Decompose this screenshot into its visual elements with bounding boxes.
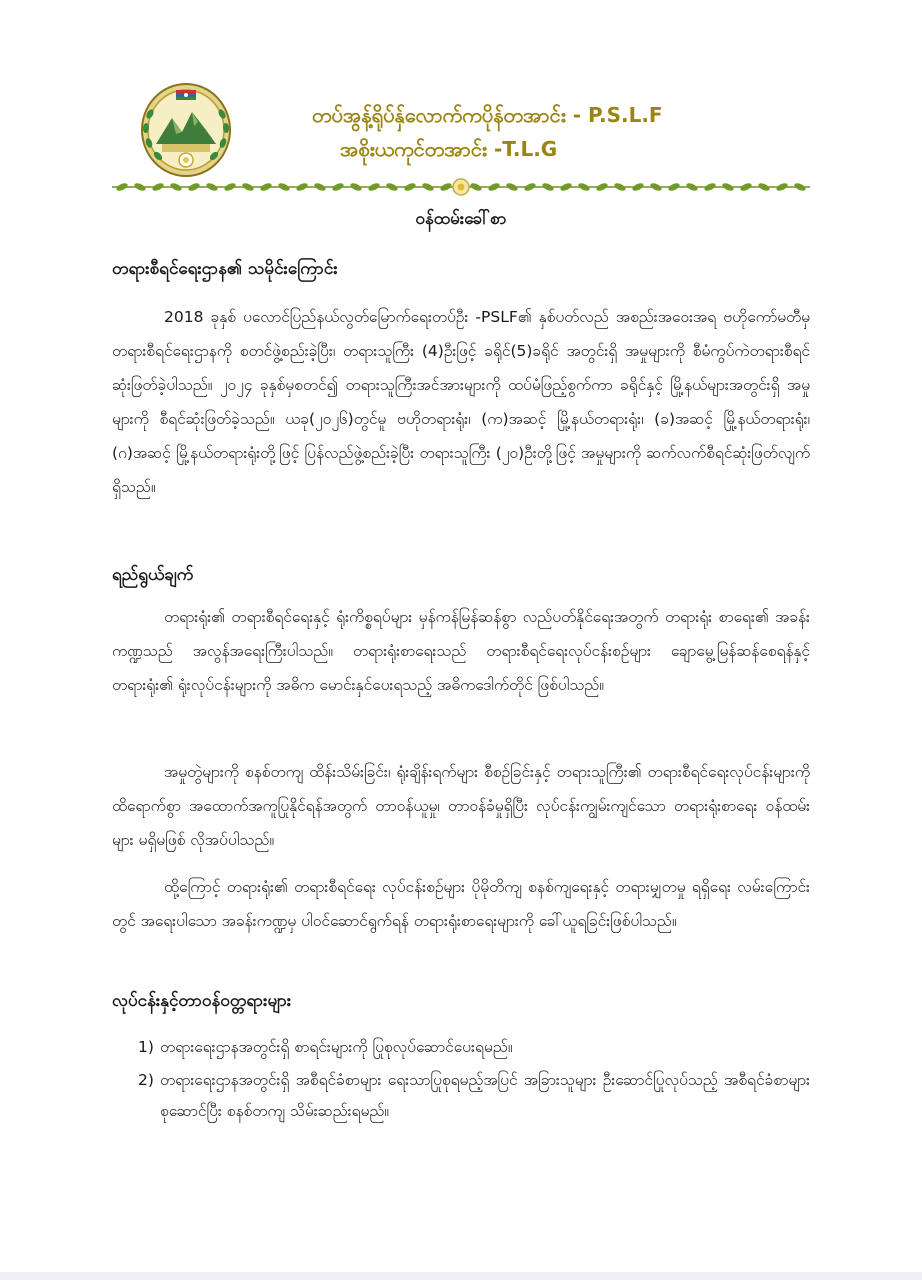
purpose-paragraph-1: တရားရုံး၏ တရားစီရင်ရေးနှင့် ရုံးကိစ္စရပ်များ မှန်ကန်မြန်ဆန်စွာ လည်ပတ်နိုင်ရေးအတွက် တရားရုံး စာရေး၏ အခန်းကဏ္ဍသည် အလွန်အရေးကြီးပါသည်။ တရားရုံးစာရေးသည် တရားစီရင်ရေးလုပ်ငန်းစဉ်များ ချောမွေ့မြန်ဆန်စေရန်နှင့် တရားရုံး၏ ရုံးလုပ်ငန်းများကို အဓိက မောင်းနှင်ပေးရသည့် အဓိကဒေါက်တိုင် ဖြစ်ပါသည်။ <box>112 608 810 694</box>
page-bottom-edge <box>0 1272 922 1280</box>
duties-list <box>112 1032 810 1129</box>
list-item-number: 2) <box>138 1071 154 1089</box>
section-heading-purpose: ရည်ရွယ်ချက် <box>112 565 194 585</box>
purpose-paragraph-3: ထို့ကြောင့် တရားရုံး၏ တရားစီရင်ရေး လုပ်ငန်းစဉ်များ ပိုမိုတိကျ စနစ်ကျရေးနှင့် တရားမျှတမှု ရရှိရေး လမ်းကြောင်းတွင် အရေးပါသော အခန်းကဏ္ဍမှ ပါဝင်ဆောင်ရွက်ရန် တရားရုံးစာရေးများကို ခေါ်ယူရခြင်းဖြစ်ပါသည်။ <box>112 878 810 930</box>
list-item <box>112 1065 810 1127</box>
list-item-text: တရားရေးဌာနအတွင်းရှိ အစီရင်ခံစာများ ရေးသာပြုစုရမည့်အပြင် အခြားသူများ ဦးဆောင်ပြုလုပ်သည့် အစီရင်ခံစာများစုဆောင်ပြီး စနစ်တကျ သိမ်းဆည်းရမည်။ <box>160 1071 810 1120</box>
organization-name-line1: တပ်အွန့်ရိုပ်နှ်လောက်ကပိုန်တအာင်း - P.S.L.F <box>312 103 663 127</box>
decorative-vine-divider <box>112 176 810 198</box>
section-heading-duties: လုပ်ငန်းနှင့်တာဝန်ဝတ္တရားများ <box>112 991 292 1011</box>
pslf-emblem-logo <box>136 78 236 178</box>
purpose-paragraph-2: အမှုတွဲများကို စနစ်တကျ ထိန်းသိမ်းခြင်း၊ ရုံးချိန်းရက်များ စီစဉ်ခြင်းနှင့် တရားသူကြီး၏ တရားစီရင်ရေးလုပ်ငန်းများကို ထိရောက်စွာ အထောက်အကူပြုနိုင်ရန်အတွက် တာဝန်ယူမှု၊ တာဝန်ခံမှုရှိပြီး လုပ်ငန်းကျွမ်းကျင်သော တရားရုံးစာရေး ဝန်ထမ်းများ မရှိမဖြစ် လိုအပ်ပါသည်။ <box>112 763 810 849</box>
document-title: ဝန်ထမ်းခေါ်စာ <box>415 209 507 229</box>
list-item <box>112 1032 810 1063</box>
list-item-text: တရားရေးဌာနအတွင်းရှိ စာရင်းများကို ပြုစုလုပ်ဆောင်ပေးရမည်။ <box>160 1038 513 1056</box>
organization-name-line2: အစိုးယကုင်တအာင်း -T.L.G <box>340 137 558 161</box>
history-paragraph: 2018 ခုနှစ် ပလောင်ပြည်နယ်လွတ်မြောက်ရေးတပ်ဦး -PSLF၏ နှစ်ပတ်လည် အစည်းအဝေးအရ ဗဟိုကော်မတီမှ တရားစီရင်ရေးဌာနကို စတင်ဖွဲ့စည်းခဲ့ပြီး၊ တရားသူကြီး (4)ဦးဖြင့် ခရိုင်(5)ခရိုင် အတွင်းရှိ အမှုများကို စီမံကွပ်ကဲတရားစီရင်ဆုံးဖြတ်ခဲ့ပါသည်။ ၂၀၂၄ ခုနှစ်မှစတင်၍ တရားသူကြီးအင်အားများကို ထပ်မံဖြည့်စွက်ကာ ခရိုင်နှင့် မြို့နယ်များအတွင်းရှိ အမှုများကို စီရင်ဆုံးဖြတ်ခဲ့သည်။ ယခု(၂၀၂၆)တွင်မူ ဗဟိုတရားရုံး၊ (က)အဆင့် မြို့နယ်တရားရုံး၊ (ခ)အဆင့် မြို့နယ်တရားရုံး၊ (ဂ)အဆင့် မြို့နယ်တရားရုံးတို့ဖြင့် ပြန်လည်ဖွဲ့စည်းခဲ့ပြီး တရားသူကြီး (၂၀)ဦးတို့ဖြင့် အမှုများကို ဆက်လက်စီရင်ဆုံးဖြတ်လျက်ရှိသည်။ <box>112 308 810 496</box>
section-heading-history: တရားစီရင်ရေးဌာန၏ သမိုင်းကြောင်း <box>112 259 338 279</box>
list-item-number: 1) <box>138 1038 154 1056</box>
